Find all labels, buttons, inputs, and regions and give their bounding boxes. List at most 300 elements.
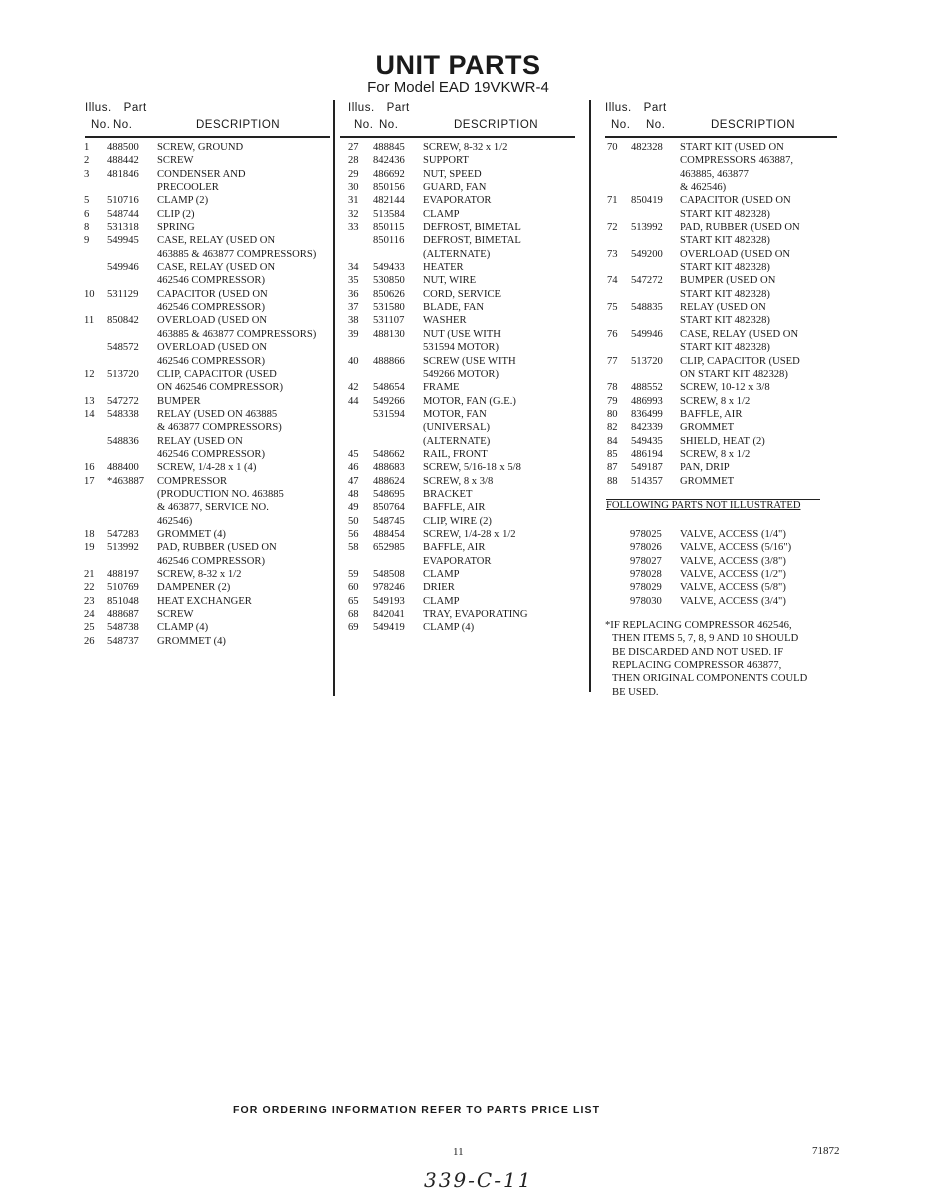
part-number: 488845: [373, 142, 405, 153]
illus-number: 21: [84, 569, 95, 580]
description: VALVE, ACCESS (5/16"): [680, 542, 792, 554]
description-line: COMPRESSORS 463887,: [680, 155, 794, 167]
illus-number: 26: [84, 635, 95, 647]
illus-number: 49: [348, 502, 359, 514]
description-line: WASHER: [423, 315, 467, 327]
table-row: [607, 221, 800, 248]
illus-number: 40: [348, 355, 359, 367]
illus-number: 85: [607, 448, 618, 460]
part-number: 510769: [107, 582, 139, 594]
description-line: CORD, SERVICE: [423, 288, 502, 300]
table-row: [607, 381, 800, 394]
header-line-1: [605, 102, 667, 114]
table-row: [348, 288, 528, 301]
table-row: [348, 488, 528, 501]
part-number: 549435: [631, 435, 663, 447]
description-line: 462546): [157, 515, 193, 527]
description-line: START KIT 482328): [680, 342, 770, 354]
illus-number: 50: [348, 515, 359, 527]
illus-number: 17: [84, 475, 95, 487]
table-row: [348, 395, 528, 408]
header-no: No.: [91, 119, 111, 131]
footnote: [605, 619, 807, 699]
part-number: 510716: [107, 195, 139, 207]
description-line: 462546 COMPRESSOR): [157, 355, 266, 367]
part-number: 850626: [373, 288, 405, 300]
header-rule: [340, 136, 575, 138]
part-number: 513992: [631, 222, 663, 234]
illus-number: 88: [607, 475, 618, 487]
part-number: 850115: [373, 222, 405, 234]
part-number: 978246: [373, 582, 405, 594]
table-row: [348, 154, 528, 167]
description-line: 462546 COMPRESSOR): [157, 555, 266, 567]
illus-number: 29: [348, 168, 359, 180]
description-line: CLAMP: [423, 569, 460, 580]
table-row: [348, 208, 528, 221]
page-number: 11: [453, 1146, 464, 1158]
illus-number: 80: [607, 408, 618, 420]
description-line: SCREW, GROUND: [157, 142, 244, 153]
list-item: [630, 568, 786, 581]
description-line: CLAMP (2): [157, 195, 209, 207]
description-line: 462546 COMPRESSOR): [157, 448, 266, 460]
description-line: CLAMP: [423, 595, 460, 607]
description-line: (UNIVERSAL): [423, 422, 491, 434]
table-row: [607, 301, 800, 328]
part-number: 549946: [107, 262, 139, 274]
description-line: 549266 MOTOR): [423, 368, 500, 380]
description-line: CASE, RELAY (USED ON: [157, 262, 276, 274]
illus-number: 32: [348, 208, 359, 220]
parts-column: [348, 141, 528, 635]
table-row: [84, 234, 316, 261]
table-row: [607, 461, 800, 474]
illus-number: 8: [84, 222, 90, 234]
table-row: [348, 194, 528, 207]
illus-number: 19: [84, 542, 95, 554]
description-line: CLIP, CAPACITOR (USED: [157, 368, 277, 380]
description-line: NUT, SPEED: [423, 168, 482, 180]
description-line: SCREW (USE WITH: [423, 355, 516, 367]
table-row: [348, 261, 528, 274]
illus-number: 24: [84, 609, 95, 621]
part-number: 549433: [373, 262, 405, 274]
part-number: 851048: [107, 595, 139, 607]
handwritten-note: 339-C-11: [424, 1168, 533, 1192]
part-number: 548654: [373, 382, 405, 394]
part-number: 531318: [107, 222, 139, 234]
list-item: [630, 581, 786, 594]
illus-number: 10: [84, 288, 95, 300]
description-line: EVAPORATOR: [423, 195, 492, 207]
table-row: [84, 154, 316, 167]
table-row: [348, 568, 528, 581]
header-no: No.: [611, 119, 631, 131]
header-part: Part: [386, 102, 410, 114]
illus-number: 39: [348, 328, 359, 340]
part-number: 488687: [107, 609, 139, 621]
part-number: 549187: [631, 462, 663, 474]
table-row: [607, 355, 800, 382]
table-row: [84, 341, 316, 368]
table-row: [607, 435, 800, 448]
part-number: 548745: [373, 515, 405, 527]
table-row: [84, 261, 316, 288]
part-number: 548738: [107, 622, 139, 634]
header-line-2: [354, 119, 589, 131]
header-rule: [85, 136, 330, 138]
table-row: [348, 461, 528, 474]
description-line: 463885 & 463877 COMPRESSORS): [157, 328, 317, 340]
model-subtitle: For Model EAD 19VKWR-4: [367, 79, 549, 96]
description-line: GROMMET: [680, 422, 735, 434]
header-part-no: No.: [379, 119, 399, 131]
description-line: SCREW: [157, 155, 194, 167]
part-number: 488197: [107, 569, 139, 580]
description-line: RELAY (USED ON 463885: [157, 408, 278, 420]
description-line: EVAPORATOR: [423, 555, 492, 567]
part-number: 531107: [373, 315, 405, 327]
description-line: NUT (USE WITH: [423, 328, 501, 340]
header-rule: [605, 136, 837, 138]
part-number: 850842: [107, 315, 139, 327]
table-row: [84, 408, 316, 435]
part-number: 549193: [373, 595, 405, 607]
table-row: [607, 395, 800, 408]
part-number: 488400: [107, 462, 139, 474]
table-row: [348, 301, 528, 314]
illus-number: 27: [348, 142, 359, 153]
description-line: CLIP (2): [157, 208, 195, 220]
description-line: GROMMET: [680, 475, 735, 487]
illus-number: 56: [348, 528, 359, 540]
table-row: [84, 621, 316, 634]
illus-number: 2: [84, 155, 90, 167]
table-row: [84, 288, 316, 315]
illus-number: 45: [348, 448, 359, 460]
illus-number: 5: [84, 195, 90, 207]
table-row: [348, 181, 528, 194]
illus-number: 82: [607, 422, 618, 434]
illus-number: 16: [84, 462, 95, 474]
illus-number: 78: [607, 382, 618, 394]
table-row: [348, 501, 528, 514]
description-line: & 463877 COMPRESSORS): [157, 422, 282, 434]
description-line: CAPACITOR (USED ON: [157, 288, 268, 300]
illus-number: 35: [348, 275, 359, 287]
table-row: [607, 408, 800, 421]
list-item: [630, 541, 792, 554]
table-row: [348, 328, 528, 355]
description-line: SCREW, 5/16-18 x 5/8: [423, 462, 521, 474]
illus-number: 70: [607, 142, 618, 153]
part-number: 850156: [373, 182, 405, 194]
part-number: 549419: [373, 622, 405, 634]
table-row: [607, 141, 800, 194]
header-part: Part: [123, 102, 147, 114]
part-number: 488454: [373, 528, 405, 540]
part-number: 488130: [373, 328, 405, 340]
part-number: 488624: [373, 475, 405, 487]
header-line-1: [348, 102, 410, 114]
part-number: 548836: [107, 435, 139, 447]
part-number: 547272: [631, 275, 663, 287]
part-number: 549945: [107, 235, 139, 247]
part-number: *463887: [107, 475, 145, 487]
table-row: [84, 141, 316, 154]
description-line: BUMPER (USED ON: [680, 275, 776, 287]
description-line: SCREW, 1/4-28 x 1 (4): [157, 462, 257, 474]
table-row: [607, 421, 800, 434]
illus-number: 36: [348, 288, 359, 300]
table-row: [348, 581, 528, 594]
column-divider: [333, 100, 335, 696]
table-row: [84, 168, 316, 195]
table-row: [348, 274, 528, 287]
header-description: DESCRIPTION: [711, 119, 796, 131]
illus-number: 72: [607, 222, 618, 234]
part-number: 513720: [107, 368, 139, 380]
description-line: FRAME: [423, 382, 460, 394]
description-line: SCREW, 8 x 1/2: [680, 395, 751, 407]
description-line: START KIT 482328): [680, 262, 770, 274]
header-line-2: [91, 119, 336, 131]
footnote-line: REPLACING COMPRESSOR 463877,: [612, 660, 782, 672]
table-row: [348, 448, 528, 461]
description-line: ON 462546 COMPRESSOR): [157, 382, 283, 394]
illus-number: 76: [607, 328, 618, 340]
part-number: 481846: [107, 168, 139, 180]
illus-number: 37: [348, 302, 359, 314]
table-row: [348, 595, 528, 608]
part-number: 836499: [631, 408, 663, 420]
description-line: COMPRESSOR: [157, 475, 228, 487]
table-row: [84, 194, 316, 207]
description-line: & 462546): [680, 182, 727, 194]
header-part-no: No.: [646, 119, 666, 131]
description-line: CASE, RELAY (USED ON: [680, 328, 799, 340]
description-line: TRAY, EVAPORATING: [423, 609, 528, 621]
illus-number: 84: [607, 435, 618, 447]
header-line-2: [611, 119, 843, 131]
description-line: BRACKET: [423, 488, 473, 500]
part-number: 652985: [373, 542, 405, 554]
table-row: [348, 528, 528, 541]
table-row: [84, 541, 316, 568]
illus-number: 74: [607, 275, 618, 287]
description-line: SCREW: [157, 609, 194, 621]
description-line: (PRODUCTION NO. 463885: [157, 488, 284, 500]
part-number: 513584: [373, 208, 405, 220]
not-illustrated-list: [630, 528, 792, 608]
part-number: 488552: [631, 382, 663, 394]
part-number: 549946: [631, 328, 663, 340]
illus-number: 59: [348, 569, 359, 580]
description-line: OVERLOAD (USED ON: [680, 248, 791, 260]
description-line: GROMMET (4): [157, 635, 226, 647]
description-line: NUT, WIRE: [423, 275, 477, 287]
description-line: BAFFLE, AIR: [423, 502, 486, 514]
part-number: 978026: [630, 542, 662, 554]
description-line: CLAMP: [423, 208, 460, 220]
description-line: START KIT 482328): [680, 315, 770, 327]
part-number: 486993: [631, 395, 663, 407]
illus-number: 1: [84, 142, 90, 153]
table-row: [607, 248, 800, 275]
illus-number: 18: [84, 528, 95, 540]
illus-number: 65: [348, 595, 359, 607]
description-line: MOTOR, FAN: [423, 408, 487, 420]
table-row: [84, 314, 316, 341]
header-line-1: [85, 102, 147, 114]
list-item: [630, 555, 786, 568]
description: VALVE, ACCESS (5/8"): [680, 582, 786, 594]
ordering-info: FOR ORDERING INFORMATION REFER TO PARTS PRICE LIST: [233, 1104, 601, 1116]
part-number: 978025: [630, 529, 662, 540]
illus-number: 28: [348, 155, 359, 167]
description-line: 463885 & 463877 COMPRESSORS): [157, 248, 317, 260]
part-number: 549200: [631, 248, 663, 260]
table-row: [348, 515, 528, 528]
part-number: 850419: [631, 195, 663, 207]
part-number: 488683: [373, 462, 405, 474]
footnote-line: BE DISCARDED AND NOT USED. IF: [612, 646, 784, 658]
part-number: 482144: [373, 195, 405, 207]
illus-number: 79: [607, 395, 618, 407]
part-number: 842436: [373, 155, 405, 167]
description-line: (ALTERNATE): [423, 435, 491, 447]
illus-number: 14: [84, 408, 95, 420]
table-row: [84, 568, 316, 581]
part-number: 548662: [373, 448, 405, 460]
list-item: [630, 528, 786, 541]
part-number: 548572: [107, 342, 139, 354]
description-line: CLAMP (4): [157, 622, 209, 634]
part-number: 850764: [373, 502, 405, 514]
description-line: SCREW, 8-32 x 1/2: [423, 142, 508, 153]
footnote-line: THEN ORIGINAL COMPONENTS COULD: [612, 673, 808, 685]
illus-number: 6: [84, 208, 90, 220]
part-number: 549266: [373, 395, 405, 407]
table-row: [84, 461, 316, 474]
header-part: Part: [643, 102, 667, 114]
footnote-line: BE USED.: [612, 686, 659, 698]
description-line: BUMPER: [157, 395, 201, 407]
description-line: ON START KIT 482328): [680, 368, 788, 380]
part-number: 978027: [630, 555, 662, 567]
description-line: PRECOOLER: [157, 182, 219, 194]
description: VALVE, ACCESS (1/4"): [680, 529, 786, 540]
part-number: 978030: [630, 595, 662, 607]
illus-number: 48: [348, 488, 359, 500]
description-line: OVERLOAD (USED ON: [157, 315, 268, 327]
description-line: SCREW, 10-12 x 3/8: [680, 382, 770, 394]
not-illustrated-title: FOLLOWING PARTS NOT ILLUSTRATED: [606, 500, 801, 511]
description: VALVE, ACCESS (3/4"): [680, 595, 786, 607]
illus-number: 69: [348, 622, 359, 634]
description-line: PAN, DRIP: [680, 462, 730, 474]
illus-number: 87: [607, 462, 618, 474]
table-row: [348, 541, 528, 568]
illus-number: 73: [607, 248, 618, 260]
parts-column: [607, 141, 800, 488]
description-line: 462546 COMPRESSOR): [157, 302, 266, 314]
illus-number: 34: [348, 262, 359, 274]
header-illus: Illus.: [85, 102, 112, 114]
table-row: [348, 608, 528, 621]
description-line: DAMPENER (2): [157, 582, 231, 594]
description-line: SHIELD, HEAT (2): [680, 435, 765, 447]
description-line: 463885, 463877: [680, 168, 749, 180]
description-line: BLADE, FAN: [423, 302, 485, 314]
table-row: [84, 608, 316, 621]
table-row: [607, 274, 800, 301]
table-row: [348, 355, 528, 382]
description-line: BAFFLE, AIR: [423, 542, 486, 554]
description-line: SCREW, 8 x 3/8: [423, 475, 494, 487]
illus-number: 60: [348, 582, 359, 594]
description-line: CAPACITOR (USED ON: [680, 195, 791, 207]
table-row: [84, 595, 316, 608]
part-number: 978028: [630, 569, 662, 581]
description: VALVE, ACCESS (3/8"): [680, 555, 786, 567]
document-number: 71872: [812, 1145, 840, 1157]
header-description: DESCRIPTION: [196, 119, 281, 131]
table-row: [84, 475, 316, 528]
table-row: [84, 635, 316, 648]
illus-number: 68: [348, 609, 359, 621]
illus-number: 44: [348, 395, 359, 407]
table-row: [348, 314, 528, 327]
part-number: 531129: [107, 288, 139, 300]
part-number: 486194: [631, 448, 663, 460]
description-line: RELAY (USED ON: [680, 302, 766, 314]
header-illus: Illus.: [348, 102, 375, 114]
header-part-no: No.: [113, 119, 133, 131]
description-line: RELAY (USED ON: [157, 435, 243, 447]
part-number: 978029: [630, 582, 662, 594]
table-row: [607, 448, 800, 461]
description-line: GROMMET (4): [157, 528, 226, 540]
table-row: [84, 435, 316, 462]
illus-number: 3: [84, 168, 90, 180]
table-row: [84, 395, 316, 408]
illus-number: 11: [84, 315, 95, 327]
part-number: 514357: [631, 475, 663, 487]
description-line: SUPPORT: [423, 155, 469, 167]
parts-column: [84, 141, 316, 648]
table-row: [348, 621, 528, 634]
illus-number: 77: [607, 355, 618, 367]
description-line: CLIP, WIRE (2): [423, 515, 492, 527]
table-row: [84, 221, 316, 234]
part-number: 482328: [631, 142, 663, 153]
footnote-line: *IF REPLACING COMPRESSOR 462546,: [605, 620, 792, 631]
table-row: [348, 408, 528, 448]
header-description: DESCRIPTION: [454, 119, 539, 131]
illus-number: 25: [84, 622, 95, 634]
table-row: [348, 475, 528, 488]
description-line: 462546 COMPRESSOR): [157, 275, 266, 287]
description-line: DRIER: [423, 582, 455, 594]
table-row: [84, 528, 316, 541]
description-line: CLIP, CAPACITOR (USED: [680, 355, 800, 367]
table-row: [348, 141, 528, 154]
table-row: [607, 328, 800, 355]
description-line: CLAMP (4): [423, 622, 475, 634]
illus-number: 42: [348, 382, 359, 394]
